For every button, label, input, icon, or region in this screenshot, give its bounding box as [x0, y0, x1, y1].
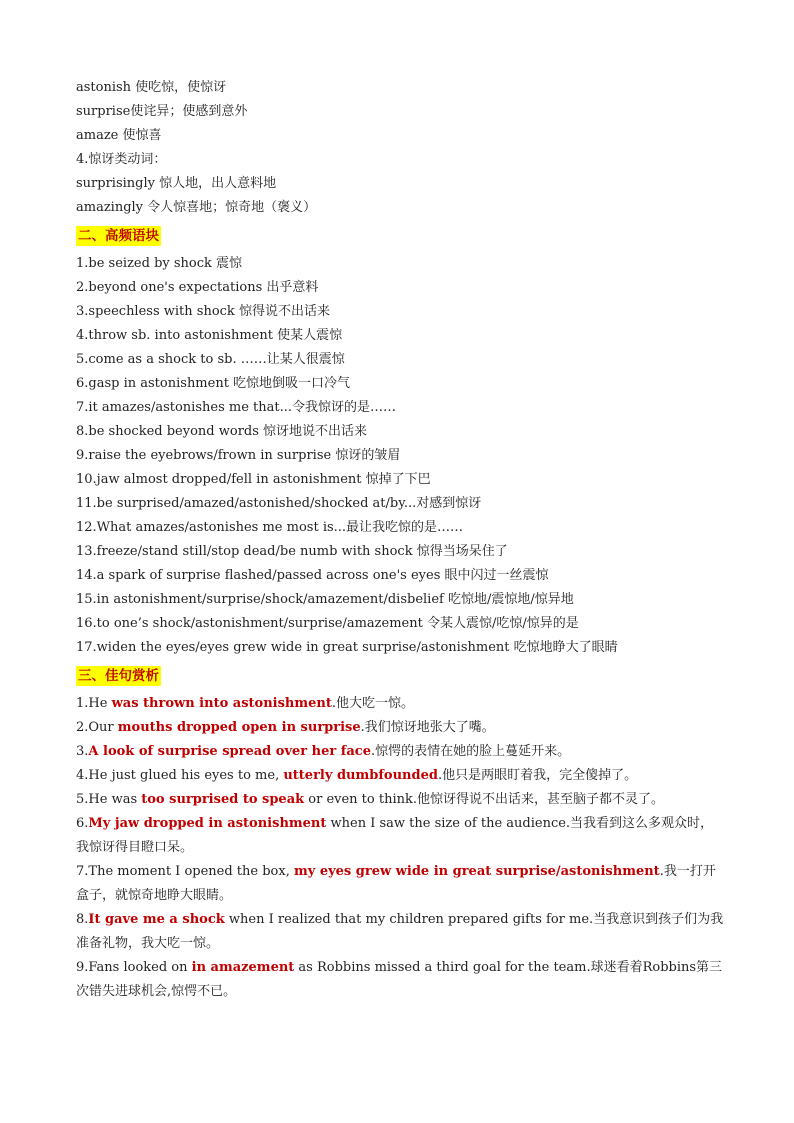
chunk-list [76, 252, 726, 660]
highlight-phrase: It gave me a shock [88, 912, 225, 927]
sentence-list [76, 692, 726, 1004]
sentence-text: .他大吃一惊。 [331, 696, 414, 711]
list-item: 3.speechless with shock 惊得说不出话来 [76, 304, 330, 319]
highlight-phrase: utterly dumbfounded [283, 768, 438, 783]
highlight-phrase: was thrown into astonishment [111, 696, 332, 711]
section-title: 三、佳句赏析 [78, 668, 159, 684]
vocab-line: amaze 使惊喜 [76, 128, 162, 143]
list-item: 7.it amazes/astonishes me that...令我惊讶的是…… [76, 400, 397, 415]
list-item: 8.be shocked beyond words 惊讶地说不出话来 [76, 424, 368, 439]
vocab-line: surprise使诧异；使感到意外 [76, 104, 248, 119]
example-sentence [76, 812, 726, 860]
vocab-subtitle: 4.惊讶类动词： [76, 152, 167, 167]
sentence-text: .他只是两眼盯着我，完全傻掉了。 [437, 768, 638, 783]
example-sentence [76, 692, 726, 716]
sentence-text: 2.Our [76, 720, 118, 735]
example-sentence [76, 764, 726, 788]
section-heading-sentences [76, 660, 726, 692]
highlight-phrase: in amazement [191, 960, 295, 975]
list-item: 15.in astonishment/surprise/shock/amazement/disbelief 吃惊地/震惊地/惊异地 [76, 592, 574, 607]
sentence-text: 6. [76, 816, 89, 831]
section-title: 二、高频语块 [78, 228, 159, 244]
example-sentence [76, 860, 726, 908]
list-item: 13.freeze/stand still/stop dead/be numb with shock 惊得当场呆住了 [76, 544, 508, 559]
list-item: 1.be seized by shock 震惊 [76, 256, 243, 271]
list-item: 9.raise the eyebrows/frown in surprise 惊讶的皱眉 [76, 448, 401, 463]
list-item: 17.widen the eyes/eyes grew wide in great surprise/astonishment 吃惊地睁大了眼睛 [76, 640, 618, 655]
sentence-text: 5.He was [76, 792, 142, 807]
section-heading-chunks [76, 220, 726, 252]
list-item: 16.to one’s shock/astonishment/surprise/amazement 令某人震惊/吃惊/惊异的是 [76, 616, 579, 631]
list-item: 10.jaw almost dropped/fell in astonishment 惊掉了下巴 [76, 472, 431, 487]
sentence-text: 8. [76, 912, 89, 927]
list-item: 5.come as a shock to sb. ……让某人很震惊 [76, 352, 345, 367]
highlight-phrase: too surprised to speak [141, 792, 305, 807]
highlight-phrase: My jaw dropped in astonishment [88, 816, 327, 831]
example-sentence [76, 908, 726, 956]
list-item: 6.gasp in astonishment 吃惊地倒吸一口冷气 [76, 376, 351, 391]
sentence-text: 7.The moment I opened the box, [76, 864, 294, 879]
highlight-phrase: my eyes grew wide in great surprise/astonishment [293, 864, 660, 879]
vocab-line: surprisingly 惊人地，出人意料地 [76, 176, 277, 191]
sentence-text: when I saw the size of the audience.当我看到这么多观众时，我惊讶得目瞪口呆。 [76, 816, 714, 855]
sentence-text: 3. [76, 744, 89, 759]
highlight-phrase: mouths dropped open in surprise [117, 720, 361, 735]
example-sentence [76, 956, 726, 1004]
example-sentence [76, 788, 726, 812]
sentence-text: when I realized that my children prepared gifts for me.当我意识到孩子们为我准备礼物，我大吃一惊。 [76, 912, 724, 951]
example-sentence [76, 716, 726, 740]
list-item: 12.What amazes/astonishes me most is...最让我吃惊的是…… [76, 520, 464, 535]
list-item: 14.a spark of surprise flashed/passed across one's eyes 眼中闪过一丝震惊 [76, 568, 549, 583]
list-item: 11.be surprised/amazed/astonished/shocked at/by...对感到惊讶 [76, 496, 482, 511]
vocab-line: amazingly 令人惊喜地；惊奇地（褒义） [76, 200, 317, 215]
sentence-text: 4.He just glued his eyes to me, [76, 768, 284, 783]
sentence-text: or even to think.他惊讶得说不出话来，甚至脑子都不灵了。 [304, 792, 665, 807]
highlight-phrase: A look of surprise spread over her face [88, 744, 371, 759]
sentence-text: 9.Fans looked on [76, 960, 192, 975]
example-sentence [76, 740, 726, 764]
sentence-text: .我们惊讶地张大了嘴。 [360, 720, 495, 735]
sentence-text: .惊愕的表情在她的脸上蔓延开来。 [370, 744, 571, 759]
document-page [76, 76, 726, 1004]
list-item: 2.beyond one's expectations 出乎意料 [76, 280, 319, 295]
list-item: 4.throw sb. into astonishment 使某人震惊 [76, 328, 343, 343]
sentence-text: as Robbins missed a third goal for the team.球迷看着Robbins第三次错失进球机会,惊愕不已。 [76, 960, 723, 999]
vocab-line: astonish 使吃惊，使惊讶 [76, 80, 227, 95]
sentence-text: .我一打开盒子，就惊奇地睁大眼睛。 [76, 864, 716, 903]
sentence-text: 1.He [76, 696, 112, 711]
